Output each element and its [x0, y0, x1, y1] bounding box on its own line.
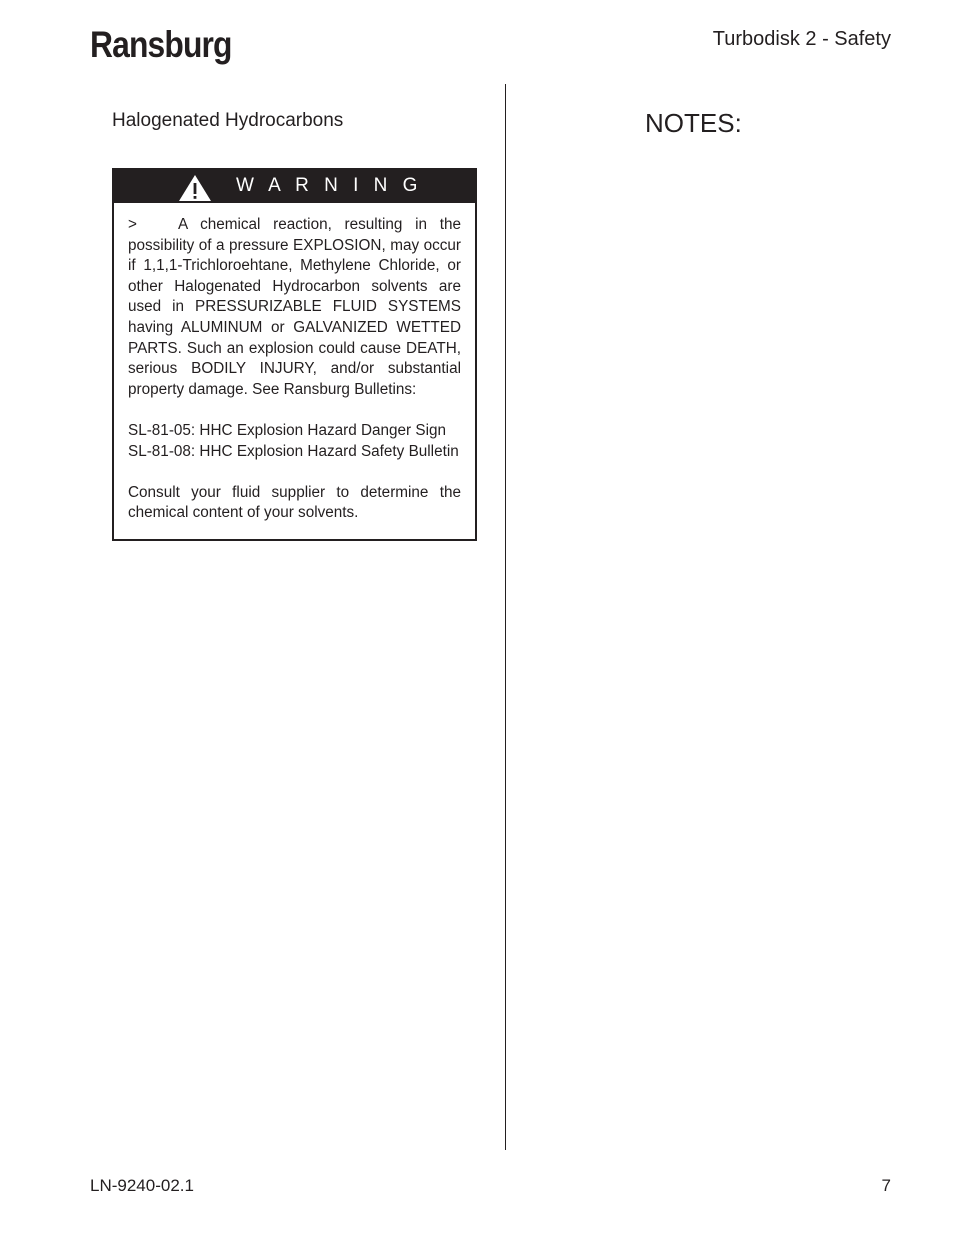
column-divider [505, 84, 506, 1150]
warning-paragraph [128, 215, 461, 400]
warning-header [114, 170, 475, 203]
warning-body [114, 203, 475, 524]
warning-label: W A R N I N G [236, 175, 423, 196]
bulletin-item: SL-81-05: HHC Explosion Hazard Danger Sign [128, 421, 446, 439]
section-heading: Halogenated Hydrocarbons [112, 110, 344, 131]
page-number: 7 [881, 1176, 891, 1195]
warning-text: A chemical reaction, resulting in the possibility of a pressure EXPLOSION, may occur if 1,1,1-Trichloroehtane, Methylene Chloride, or other Halogenated Hydrocarbon solvents are used in PRESSURIZABLE FLUID SYSTEMS having ALUMINUM or GALVANIZED WETTED PARTS. Such an explosion could cause DEATH, serious BODILY INJURY, and/or substantial property damage. See Ransburg Bulletins: [128, 216, 461, 398]
warning-triangle-icon [178, 174, 212, 202]
bulletin-item: SL-81-08: HHC Explosion Hazard Safety Bulletin [128, 442, 459, 460]
page-header-title: Turbodisk 2 - Safety [712, 28, 891, 50]
brand-logo: Ransburg [90, 24, 232, 65]
bullet-marker: > [128, 216, 137, 233]
warning-box [112, 168, 477, 541]
notes-heading: NOTES: [645, 108, 742, 138]
document-number: LN-9240-02.1 [90, 1176, 194, 1195]
warning-closing-text: Consult your fluid supplier to determine the chemical content of your solvents. [128, 483, 461, 522]
